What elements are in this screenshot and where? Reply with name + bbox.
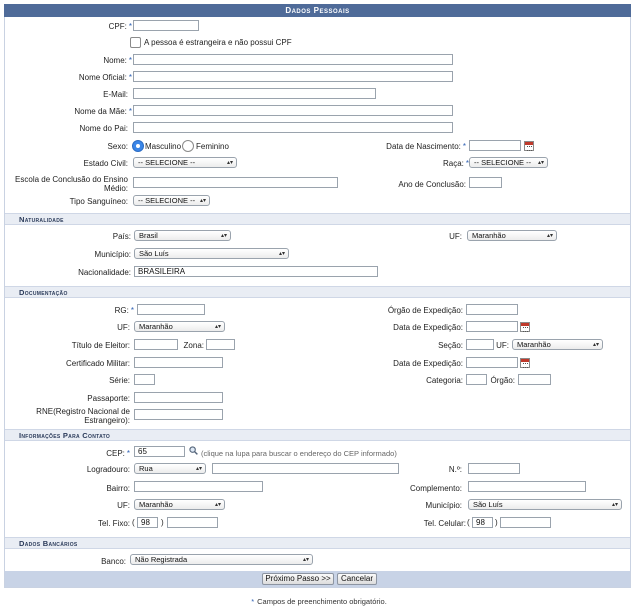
numero-label: N.º: [448, 465, 462, 474]
select-arrows-icon: ▴▾ [226, 160, 233, 166]
pais-label: País: [112, 232, 131, 241]
tel-fixo-label: Tel. Fixo: [97, 519, 130, 528]
banco-select[interactable]: Não Registrada ▴▾ [130, 554, 313, 565]
rg-label: RG: * [114, 306, 134, 315]
magnifier-icon[interactable] [189, 446, 198, 455]
logradouro-input[interactable] [212, 463, 399, 474]
categoria-input[interactable] [466, 374, 487, 385]
tel-fixo-ddd-input[interactable]: 98 [137, 517, 158, 528]
complemento-label: Complemento: [409, 484, 462, 493]
select-arrows-icon: ▴▾ [278, 251, 285, 257]
titulo-uf-label: UF: [496, 341, 509, 350]
escola-label: Escola de Conclusão do Ensino Médio: [15, 175, 128, 193]
nome-pai-label: Nome do Pai: [79, 124, 128, 133]
orgao-expedicao-label: Órgão de Expedição: [387, 306, 463, 315]
rne-label: RNE(Registro Nacional de Estrangeiro): [36, 407, 130, 425]
certificado-militar-label: Certificado Militar: [65, 359, 130, 368]
raca-label: Raça: * [442, 159, 469, 168]
rne-input[interactable] [134, 409, 223, 420]
required-note: * Campos de preenchimento obrigatório. [251, 597, 387, 606]
certificado-militar-input[interactable] [134, 357, 223, 368]
passaporte-label: Passaporte: [87, 394, 130, 403]
cpf-label: CPF: * [108, 22, 132, 31]
nome-mae-label: Nome da Mãe: * [74, 107, 132, 116]
sexo-feminino-radio[interactable] [182, 140, 194, 152]
tel-fixo-input[interactable] [167, 517, 218, 528]
data-nascimento-label: Data de Nascimento: * [386, 142, 466, 151]
nacionalidade-label: Nacionalidade: [78, 268, 131, 277]
select-arrows-icon: ▴▾ [220, 233, 227, 239]
contato-municipio-select[interactable]: São Luís ▴▾ [468, 499, 622, 510]
tipo-sanguineo-select[interactable]: -- SELECIONE -- ▴▾ [133, 195, 210, 206]
calendar-icon[interactable] [520, 358, 530, 368]
logradouro-label: Logradouro: [86, 465, 130, 474]
cancel-button[interactable]: Cancelar [337, 573, 377, 585]
select-arrows-icon: ▴▾ [214, 324, 221, 330]
naturalidade-uf-label: UF: [449, 232, 462, 241]
calendar-icon[interactable] [520, 322, 530, 332]
cep-input[interactable]: 65 [134, 446, 185, 457]
contato-municipio-label: Município: [425, 501, 462, 510]
cep-label: CEP: * [106, 449, 130, 458]
section-documentacao: Documentação [5, 286, 630, 298]
nacionalidade-input[interactable]: BRASILEIRA [134, 266, 378, 277]
serie-label: Série: [109, 376, 130, 385]
tel-celular-ddd-input[interactable]: 98 [472, 517, 493, 528]
tipo-sanguineo-label: Tipo Sanguíneo: [69, 197, 128, 206]
tel-celular-input[interactable] [500, 517, 551, 528]
municipio-label: Município: [94, 250, 131, 259]
zona-label: Zona: [183, 341, 204, 350]
select-arrows-icon: ▴▾ [199, 198, 206, 204]
sexo-feminino-label: Feminino [196, 142, 229, 151]
cep-hint: (clique na lupa para buscar o endereço do CEP informado) [201, 449, 397, 458]
banco-label: Banco: [101, 557, 126, 566]
titulo-uf-select[interactable]: Maranhão ▴▾ [512, 339, 603, 350]
select-arrows-icon: ▴▾ [195, 466, 202, 472]
select-arrows-icon: ▴▾ [546, 233, 553, 239]
serie-input[interactable] [134, 374, 155, 385]
cpf-input[interactable] [133, 20, 199, 31]
tel-celular-paren-close: ) [495, 518, 498, 527]
data-expedicao-militar-label: Data de Expedição: [393, 359, 463, 368]
tel-celular-label: Tel. Celular: [423, 519, 466, 528]
pais-select[interactable]: Brasil ▴▾ [134, 230, 231, 241]
estrangeiro-checkbox[interactable] [130, 37, 141, 48]
data-expedicao-militar-input[interactable] [466, 357, 518, 368]
tel-fixo-paren-open: ( [132, 518, 135, 527]
next-step-button[interactable]: Próximo Passo >> [262, 573, 334, 585]
orgao-label: Órgão: [490, 376, 515, 385]
data-nascimento-input[interactable] [469, 140, 521, 151]
page-title: Dados Pessoais [4, 4, 631, 17]
email-input[interactable] [133, 88, 376, 99]
categoria-label: Categoria: [426, 376, 463, 385]
sexo-masculino-label: Masculino [145, 142, 182, 151]
select-arrows-icon: ▴▾ [537, 160, 544, 166]
contato-uf-select[interactable]: Maranhão ▴▾ [134, 499, 225, 510]
data-expedicao-label: Data de Expedição: [393, 323, 463, 332]
nome-oficial-label: Nome Oficial: * [78, 73, 132, 82]
secao-label: Seção: [438, 341, 463, 350]
sexo-label: Sexo: [107, 142, 128, 151]
escola-input[interactable] [133, 177, 338, 188]
section-naturalidade: Naturalidade [5, 213, 630, 225]
nome-mae-input[interactable] [133, 105, 453, 116]
raca-select[interactable]: -- SELECIONE -- ▴▾ [469, 157, 548, 168]
orgao-input[interactable] [518, 374, 551, 385]
calendar-icon[interactable] [524, 141, 534, 151]
doc-uf-select[interactable]: Maranhão ▴▾ [134, 321, 225, 332]
nome-pai-input[interactable] [133, 122, 453, 133]
titulo-eleitor-input[interactable] [134, 339, 178, 350]
select-arrows-icon: ▴▾ [214, 502, 221, 508]
estado-civil-select[interactable]: -- SELECIONE -- ▴▾ [133, 157, 237, 168]
contato-uf-label: UF: [117, 501, 130, 510]
logradouro-type-select[interactable]: Rua ▴▾ [134, 463, 206, 474]
complemento-input[interactable] [468, 481, 586, 492]
ano-conclusao-label: Ano de Conclusão: [398, 180, 466, 189]
section-bancarios: Dados Bancários [5, 537, 630, 549]
nome-oficial-input[interactable] [133, 71, 453, 82]
estado-civil-label: Estado Civil: [83, 159, 128, 168]
select-arrows-icon: ▴▾ [302, 557, 309, 563]
nome-input[interactable] [133, 54, 453, 65]
naturalidade-uf-select[interactable]: Maranhão ▴▾ [467, 230, 557, 241]
passaporte-input[interactable] [134, 392, 223, 403]
numero-input[interactable] [468, 463, 520, 474]
select-arrows-icon: ▴▾ [611, 502, 618, 508]
nome-label: Nome: * [103, 56, 132, 65]
rg-input[interactable] [137, 304, 205, 315]
secao-input[interactable] [466, 339, 494, 350]
bairro-input[interactable] [134, 481, 263, 492]
sexo-masculino-radio[interactable] [132, 140, 144, 152]
estrangeiro-label: A pessoa é estrangeira e não possui CPF [144, 38, 292, 47]
section-contato: Informações Para Contato [5, 429, 630, 441]
email-label: E-Mail: [103, 90, 128, 99]
tel-celular-paren-open: ( [467, 518, 470, 527]
zona-input[interactable] [206, 339, 235, 350]
municipio-select[interactable]: São Luís ▴▾ [134, 248, 289, 259]
bairro-label: Bairro: [106, 484, 130, 493]
orgao-expedicao-input[interactable] [466, 304, 518, 315]
tel-fixo-paren-close: ) [161, 518, 164, 527]
select-arrows-icon: ▴▾ [592, 342, 599, 348]
doc-uf-label: UF: [117, 323, 130, 332]
ano-conclusao-input[interactable] [469, 177, 502, 188]
titulo-eleitor-label: Título de Eleitor: [71, 341, 130, 350]
data-expedicao-input[interactable] [466, 321, 518, 332]
